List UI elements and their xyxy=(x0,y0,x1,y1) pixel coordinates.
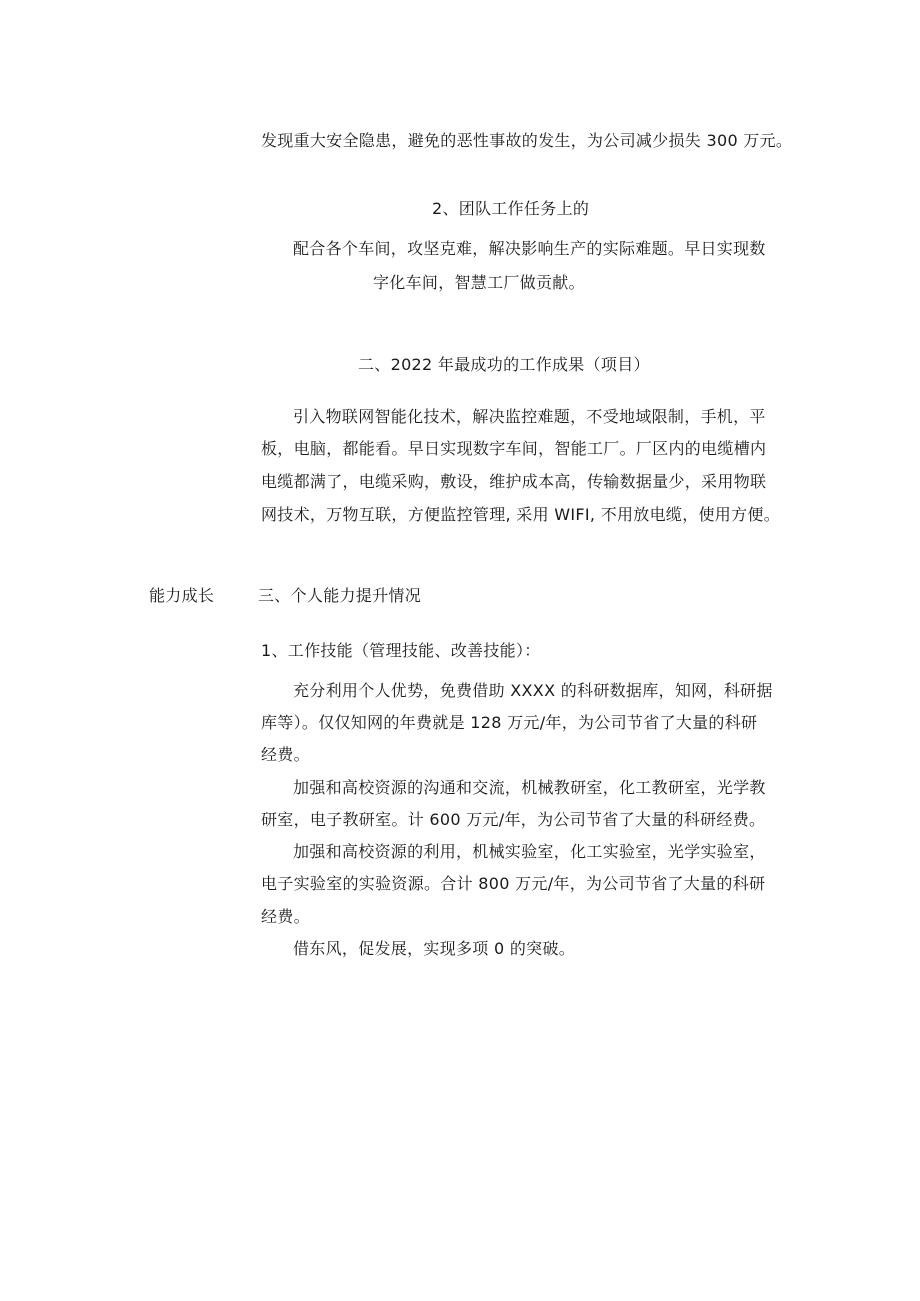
achievement-line-1: 引入物联网智能化技术，解决监控难题，不受地域限制，手机，平 xyxy=(293,407,766,426)
ability-line-6: 加强和高校资源的利用，机械实验室，化工实验室，光学实验室， xyxy=(293,842,766,861)
ability-line-7: 电子实验室的实验资源。合计 800 万元/年，为公司节省了大量的科研 xyxy=(261,874,766,893)
ability-heading: 三、个人能力提升情况 xyxy=(258,586,422,605)
ability-line-8: 经费。 xyxy=(261,907,310,926)
ability-line-2: 库等）。仅仅知网的年费就是 128 万元/年，为公司节省了大量的科研 xyxy=(261,713,758,732)
ability-side-label: 能力成长 xyxy=(149,586,215,605)
ability-line-5: 研室，电子教研室。计 600 万元/年，为公司节省了大量的科研经费。 xyxy=(261,810,766,829)
achievement-line-3: 电缆都满了，电缆采购，敷设，维护成本高，传输数据量少，采用物联 xyxy=(261,472,767,491)
ability-subheading: 1、工作技能（管理技能、改善技能）： xyxy=(261,641,541,660)
ability-line-3: 经费。 xyxy=(261,745,310,764)
team-line-2: 字化车间，智慧工厂做贡献。 xyxy=(373,273,585,292)
ability-line-1: 充分利用个人优势，免费借助 XXXX 的科研数据库，知网，科研据 xyxy=(293,681,773,700)
ability-line-9: 借东风，促发展，实现多项 0 的突破。 xyxy=(293,939,576,958)
achievement-line-4: 网技术，万物互联，方便监控管理, 采用 WIFI, 不用放电缆，使用方便。 xyxy=(261,505,780,524)
team-heading: 2、团队工作任务上的 xyxy=(432,199,590,218)
team-line-1: 配合各个车间，攻坚克难，解决影响生产的实际难题。早日实现数 xyxy=(293,239,766,258)
ability-line-4: 加强和高校资源的沟通和交流，机械教研室，化工教研室，光学教 xyxy=(293,778,766,797)
achievement-line-2: 板，电脑，都能看。早日实现数字车间，智能工厂。厂区内的电缆槽内 xyxy=(261,439,767,458)
intro-line-1: 发现重大安全隐患，避免的恶性事故的发生，为公司减少损失 300 万元。 xyxy=(261,131,793,150)
achievement-heading: 二、2022 年最成功的工作成果（项目） xyxy=(358,355,650,374)
